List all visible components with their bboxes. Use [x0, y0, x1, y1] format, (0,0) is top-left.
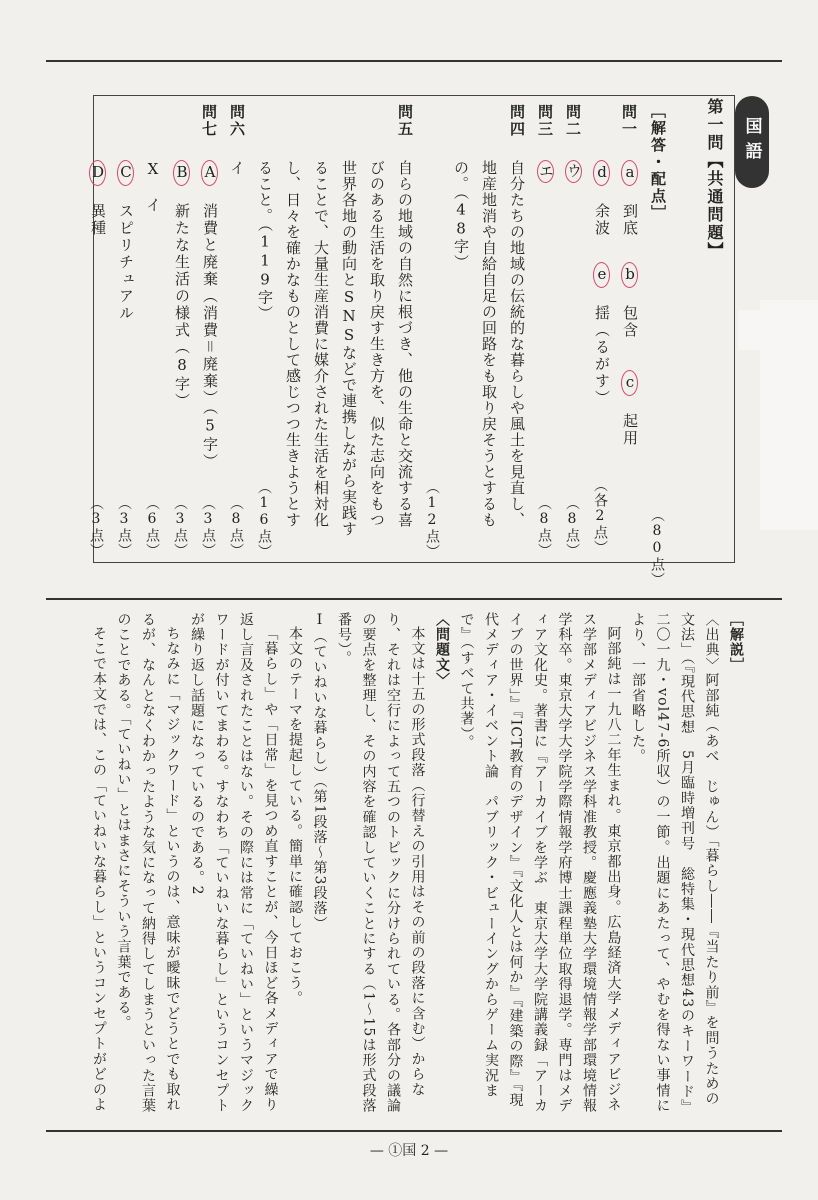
q7-answer-c: C スピリチュアル: [117, 160, 134, 322]
bottom-rule: [46, 1130, 782, 1132]
q7-answer-a: A 消費と廃棄（消費＝廃棄）（5字）: [201, 160, 218, 471]
q5-line-5: し、日々を確かなものとして感じつつ生きようとす: [284, 160, 302, 528]
q5-line-3: 世界各地の動向とSNSなどで連携しながら実践す: [340, 160, 358, 537]
q7-points-d: （3点）: [88, 496, 104, 558]
section-title: 第一問【共通問題】: [705, 98, 724, 260]
section-paragraph-1: 本文のテーマを提起している。簡単に確認しておこう。: [287, 626, 303, 1006]
q1-answer-b: b 包含: [621, 262, 638, 339]
q1-answer-a: a 到底: [621, 160, 638, 237]
q1-points: （各2点）: [592, 478, 608, 555]
q5-line-2: びのある生活を取り戻す生き方を、似た志向をもつ: [368, 160, 386, 528]
answers-heading: ［解答・配点］: [649, 103, 667, 222]
q4-points: （12点）: [424, 480, 440, 559]
subject-badge: 国語: [735, 96, 769, 188]
q3-answer: エ: [537, 160, 554, 183]
q5-line-6: ること。（119字）: [256, 160, 274, 322]
q7-answer-d: D 異種: [89, 160, 106, 237]
paper-smudge-small: [738, 310, 768, 350]
q6-answer: イ: [228, 160, 246, 177]
middle-rule: [46, 598, 782, 600]
q1-label: 問一: [620, 104, 638, 138]
total-points: （80点）: [649, 508, 665, 587]
section-paragraph-3: ちなみに「マジックワード」というのは、意味が曖昧でどうとでも取れるが、なんとなくわかったような気になって納得してしまうといった言葉のことである。「ていねい」とはまさにそういう言葉である。: [115, 612, 181, 1114]
q7-points-a: （3点）: [200, 496, 216, 558]
problem-heading: 〈問題文〉: [434, 612, 450, 688]
problem-paragraph: 本文は十五の形式段落（行替えの引用はその前の段落に含む）からなり、それは空行によって五つのトピックに分けられている。各部分の議論の要点を整理し、その内容を確認していくことにする（1〜15は形式段落番号）。: [336, 612, 426, 1114]
source-paragraph-1: 〈出典〉阿部純（あべ じゅん）「暮らし――『当たり前』を問うための文法」（『現代思想 5月臨時増刊号 総特集・現代思想43のキーワード』二〇一九・vol47-6所収）の一節。出題にあたって、やむを得ない事情により、一部省略した。: [630, 612, 720, 1115]
q4-line-1: 自分たちの地域の伝統的な暮らしや風土を見直し、: [508, 160, 526, 528]
q6-points: （8点）: [228, 496, 244, 558]
section-paragraph-4: そこで本文では、この「ていねいな暮らし」というコンセプトがどのよ: [91, 626, 107, 1113]
paper-smudge: [760, 300, 818, 530]
q3-label: 問三: [536, 104, 554, 138]
q7-answer-x: X イ: [144, 160, 162, 214]
q5-line-4: ることで、大量生産消費に媒介された生活を相対化: [312, 160, 330, 528]
q7-answer-b: B 新たな生活の様式（8字）: [173, 160, 190, 410]
q6-label: 問六: [228, 104, 246, 138]
source-paragraph-2: 阿部純は一九八二年生まれ。東京都出身。広島経済大学メディアビジネス学部メディアビジネス学科准教授。慶應義塾大学環境情報学部環境情報学科卒。東京大学大学院学際情報学府博士課程単位取得退学。専門はメディア文化史。著書に『アーカイブを学ぶ 東京大学大学院講義録「アーカイブの世界」』『ICT教育のデザイン』『文化人とは何か』『建築の際』『現代メディア・イベント論 パブリック・ビューイングからゲーム実況まで』（すべて共著）。: [458, 612, 622, 1114]
top-rule: [46, 60, 782, 62]
q7-points-x: （6点）: [144, 496, 160, 558]
section-heading: Ⅰ（ていねいな暮らし）（第1段落〜第3段落）: [311, 612, 328, 932]
q2-answer: ウ: [565, 160, 582, 183]
page-number: — ①国 2 —: [369, 1143, 449, 1159]
q1-answer-d: d 余波: [593, 160, 610, 237]
q4-line-3: の。（48字）: [452, 160, 470, 271]
q5-label: 問五: [396, 104, 414, 138]
q1-answer-e: e 揺（るがす）: [593, 262, 610, 407]
q3-points: （8点）: [536, 496, 552, 558]
commentary-heading: ［解説］: [728, 612, 744, 673]
q7-points-b: （3点）: [172, 496, 188, 558]
section-paragraph-2: 「暮らし」や「日常」を見つめ直すことが、今日ほど各メディアで繰り返し言及されたことはない。その際には常に「ていねい」というマジックワードが付いてまわる。すなわち「ていねいな暮らし」というコンセプトが繰り返し話題になっているのである。2: [189, 612, 279, 1114]
q4-label: 問四: [508, 104, 526, 138]
q2-label: 問二: [564, 104, 582, 138]
q7-points-c: （3点）: [116, 496, 132, 558]
q7-label: 問七: [200, 104, 218, 138]
q5-points: （16点）: [256, 480, 272, 559]
commentary-block: [58, 612, 748, 1120]
q5-line-1: 自らの地域の自然に根づき、他の生命と交流する喜: [396, 160, 414, 528]
q4-line-2: 地産地消や自給自足の回路をも取り戻そうとするも: [480, 160, 498, 528]
q2-points: （8点）: [564, 496, 580, 558]
q1-answer-c: c 起用: [621, 370, 638, 447]
